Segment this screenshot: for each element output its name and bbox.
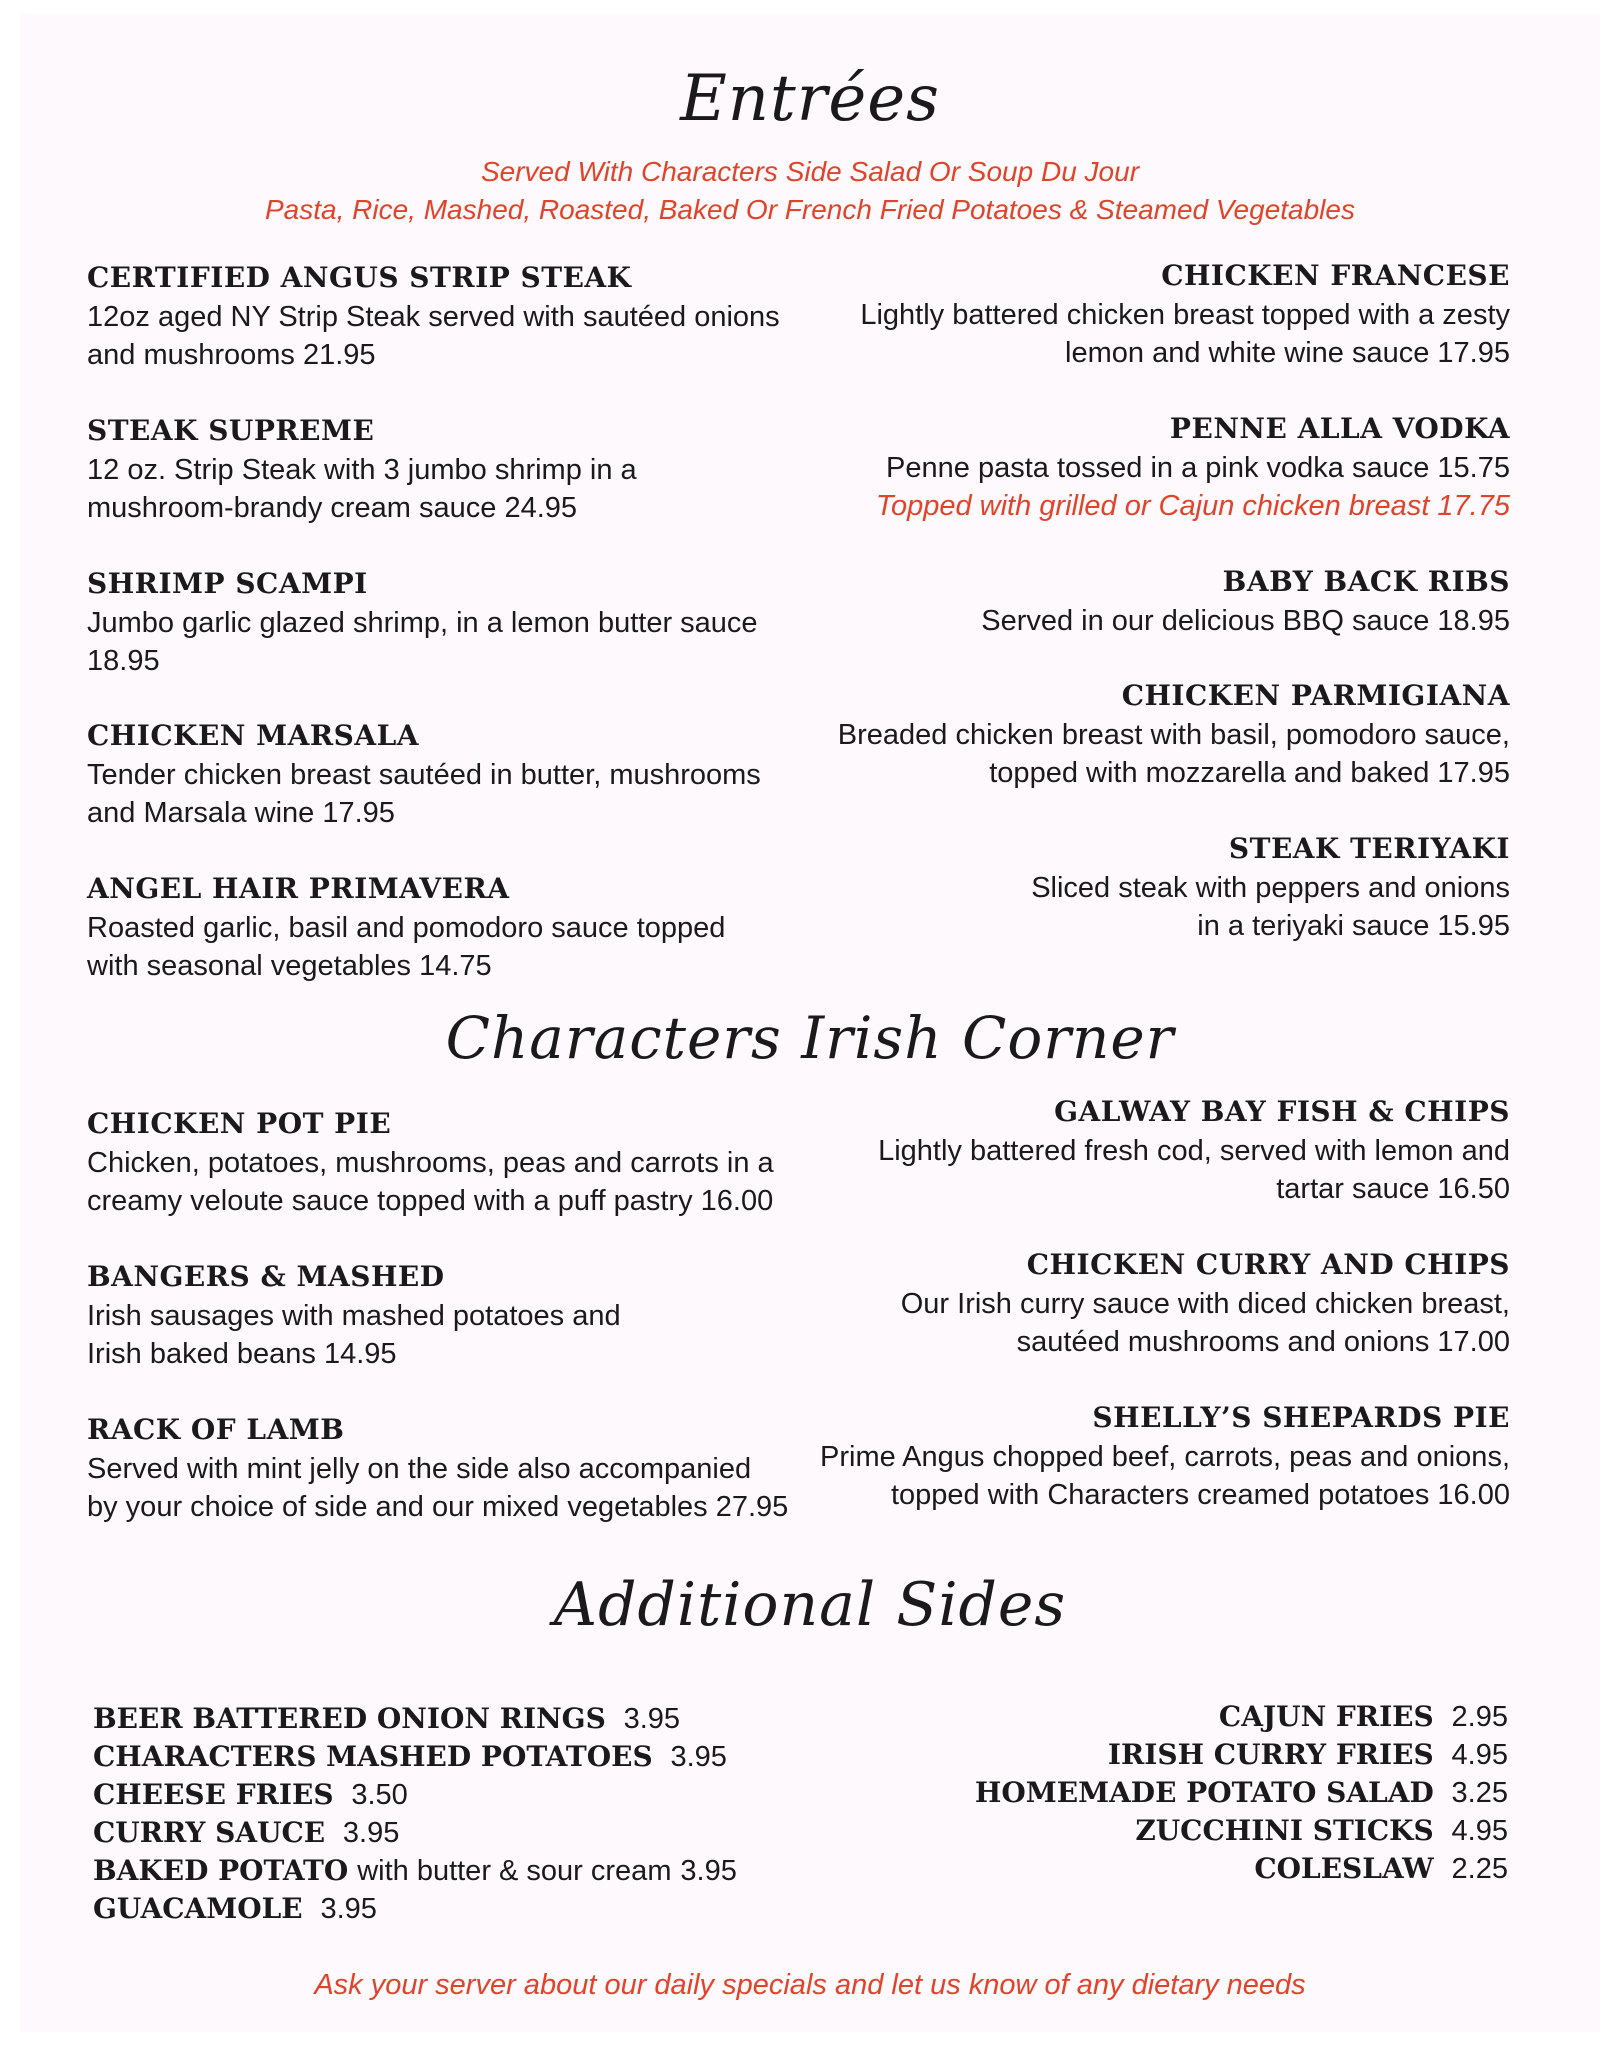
menu-item: [87, 568, 807, 680]
menu-item: [800, 566, 1510, 640]
menu-item: [87, 1108, 807, 1220]
sides-right-list: [975, 1698, 1508, 1888]
menu-item: [800, 413, 1510, 525]
menu-item: [800, 680, 1510, 792]
menu-item: [87, 1261, 807, 1373]
item-name: RACK OF LAMB: [87, 1413, 345, 1446]
item-name: GALWAY BAY FISH & CHIPS: [1054, 1095, 1510, 1128]
menu-item: [800, 1096, 1510, 1208]
sides-left-list: [93, 1700, 737, 1928]
entrees-right-column: [800, 260, 1510, 1000]
item-desc: Tender chicken breast sautéed in butter, mushrooms and Marsala wine 17.95: [87, 759, 761, 829]
irish-left-column: [87, 1108, 807, 1528]
side-item: ZUCCHINI STICKS 4.95: [1135, 1814, 1508, 1847]
item-desc: Breaded chicken breast with basil, pomodoro sauce, topped with mozzarella and baked 17.95: [837, 719, 1510, 789]
item-desc: Irish sausages with mashed potatoes and Irish baked beans 14.95: [87, 1300, 621, 1370]
menu-item: [87, 720, 807, 832]
item-desc: Jumbo garlic glazed shrimp, in a lemon butter sauce 18.95: [87, 607, 758, 677]
menu-item: [800, 1249, 1510, 1361]
additional-sides-title: Additional Sides: [553, 1570, 1067, 1640]
item-desc: Our Irish curry sauce with diced chicken breast, sautéed mushrooms and onions 17.00: [900, 1288, 1510, 1358]
item-desc: Lightly battered chicken breast topped with a zesty lemon and white wine sauce 17.95: [860, 299, 1510, 369]
item-name: CHICKEN POT PIE: [87, 1107, 392, 1140]
menu-item: [800, 833, 1510, 945]
entrees-title: Entrées: [680, 62, 940, 136]
irish-right-column: [800, 1096, 1510, 1516]
item-name: CHICKEN MARSALA: [87, 719, 419, 752]
item-name: BABY BACK RIBS: [1222, 565, 1510, 598]
item-name: SHRIMP SCAMPI: [87, 567, 368, 600]
side-item: CAJUN FRIES 2.95: [1218, 1700, 1508, 1733]
side-item: CHARACTERS MASHED POTATOES 3.95: [93, 1740, 727, 1773]
side-item: CHEESE FRIES 3.50: [93, 1778, 408, 1811]
side-item: GUACAMOLE 3.95: [93, 1892, 377, 1925]
item-desc: Chicken, potatoes, mushrooms, peas and carrots in a creamy veloute sauce topped with a puff pastry 16.00: [87, 1147, 774, 1217]
item-desc: Served in our delicious BBQ sauce 18.95: [981, 605, 1510, 637]
item-desc: Served with mint jelly on the side also accompanied by your choice of side and our mixed vegetables 27.95: [87, 1453, 789, 1523]
menu-item: [87, 873, 807, 985]
entrees-left-column: [87, 262, 807, 1002]
item-desc: 12 oz. Strip Steak with 3 jumbo shrimp in a mushroom-brandy cream sauce 24.95: [87, 454, 637, 524]
item-name: PENNE ALLA VODKA: [1169, 412, 1510, 445]
item-desc: Sliced steak with peppers and onions in a teriyaki sauce 15.95: [1031, 872, 1510, 942]
side-item: HOMEMADE POTATO SALAD 3.25: [974, 1776, 1508, 1809]
side-item: BAKED POTATO with butter & sour cream 3.95: [93, 1854, 737, 1887]
item-desc: Penne pasta tossed in a pink vodka sauce 15.75 Topped with grilled or Cajun chicken breast 17.75: [875, 452, 1510, 522]
side-item: CURRY SAUCE 3.95: [93, 1816, 400, 1849]
item-name: SHELLY’S SHEPARDS PIE: [1092, 1401, 1510, 1434]
item-desc: Lightly battered fresh cod, served with lemon and tartar sauce 16.50: [878, 1135, 1510, 1205]
irish-corner-title: Characters Irish Corner: [445, 1004, 1175, 1072]
item-name: STEAK TERIYAKI: [1228, 832, 1510, 865]
menu-item: [87, 262, 807, 374]
item-desc: 12oz aged NY Strip Steak served with sautéed onions and mushrooms 21.95: [87, 301, 780, 371]
footer-note: Ask your server about our daily specials and let us know of any dietary needs: [314, 1969, 1306, 2001]
entrees-subtitle-1: Served With Characters Side Salad Or Soup Du Jour: [480, 156, 1140, 187]
entrees-subtitle-2: Pasta, Rice, Mashed, Roasted, Baked Or French Fried Potatoes & Steamed Vegetables: [265, 194, 1355, 225]
item-name: CHICKEN CURRY AND CHIPS: [1026, 1248, 1510, 1281]
menu-item: [87, 415, 807, 527]
item-addon: Topped with grilled or Cajun chicken breast 17.75: [875, 490, 1510, 522]
side-item: COLESLAW 2.25: [1254, 1852, 1508, 1885]
menu-page: [20, 14, 1600, 2032]
item-desc: Roasted garlic, basil and pomodoro sauce topped with seasonal vegetables 14.75: [87, 912, 726, 982]
menu-item: [87, 1414, 807, 1526]
side-item: BEER BATTERED ONION RINGS 3.95: [93, 1702, 681, 1735]
item-name: CHICKEN PARMIGIANA: [1121, 679, 1510, 712]
item-name: CHICKEN FRANCESE: [1161, 259, 1510, 292]
menu-item: [800, 260, 1510, 372]
item-name: CERTIFIED ANGUS STRIP STEAK: [87, 261, 632, 294]
menu-item: [800, 1402, 1510, 1514]
item-name: BANGERS & MASHED: [87, 1260, 445, 1293]
item-name: STEAK SUPREME: [87, 414, 375, 447]
item-name: ANGEL HAIR PRIMAVERA: [87, 872, 510, 905]
item-desc: Prime Angus chopped beef, carrots, peas and onions, topped with Characters creamed potatoes 16.00: [820, 1441, 1510, 1511]
side-item: IRISH CURRY FRIES 4.95: [1107, 1738, 1508, 1771]
